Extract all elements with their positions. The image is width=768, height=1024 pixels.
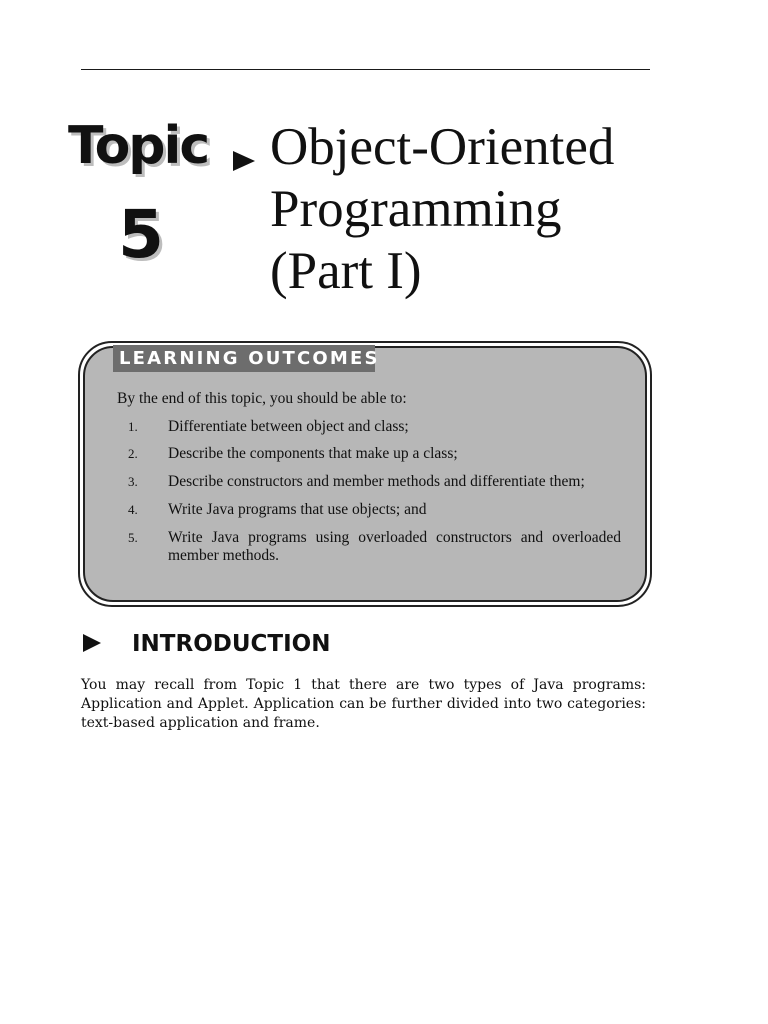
topic-title [270,116,670,302]
outcome-number: 5. [128,530,138,545]
learning-outcome-item [128,529,621,565]
topic-title-line-3: (Part I) [270,242,422,300]
outcome-text: Describe the components that make up a class; [168,445,458,462]
learning-outcome-item [128,445,621,463]
title-arrow-icon [232,150,256,172]
outcome-number: 4. [128,502,138,517]
outcome-number: 3. [128,474,138,489]
learning-outcome-item [128,418,621,436]
learning-outcomes-heading: LEARNING OUTCOMES [113,345,375,372]
topic-title-line-1: Object-Oriented [270,118,615,176]
introduction-paragraph: You may recall from Topic 1 that there are two types of Java programs: Application and Applet. Application can be further divided into two categories: text-based application and frame. [81,677,646,731]
outcome-text: Write Java programs using overloaded constructors and overloaded member methods. [168,529,621,564]
outcome-text: Write Java programs that use objects; and [168,501,427,518]
outcome-number: 1. [128,419,138,434]
top-rule [81,69,650,70]
learning-outcomes-list [128,418,621,565]
outcome-number: 2. [128,446,138,461]
learning-outcomes-intro: By the end of this topic, you should be able to: [117,390,407,407]
topic-label: Topic [68,116,209,176]
introduction-heading: INTRODUCTION [132,631,331,657]
topic-number: 5 [118,196,164,273]
outcome-text: Describe constructors and member methods and differentiate them; [168,473,585,490]
topic-title-line-2: Programming [270,180,562,238]
section-arrow-icon [82,633,102,653]
learning-outcome-item [128,473,621,491]
outcome-text: Differentiate between object and class; [168,418,409,435]
learning-outcome-item [128,501,621,519]
